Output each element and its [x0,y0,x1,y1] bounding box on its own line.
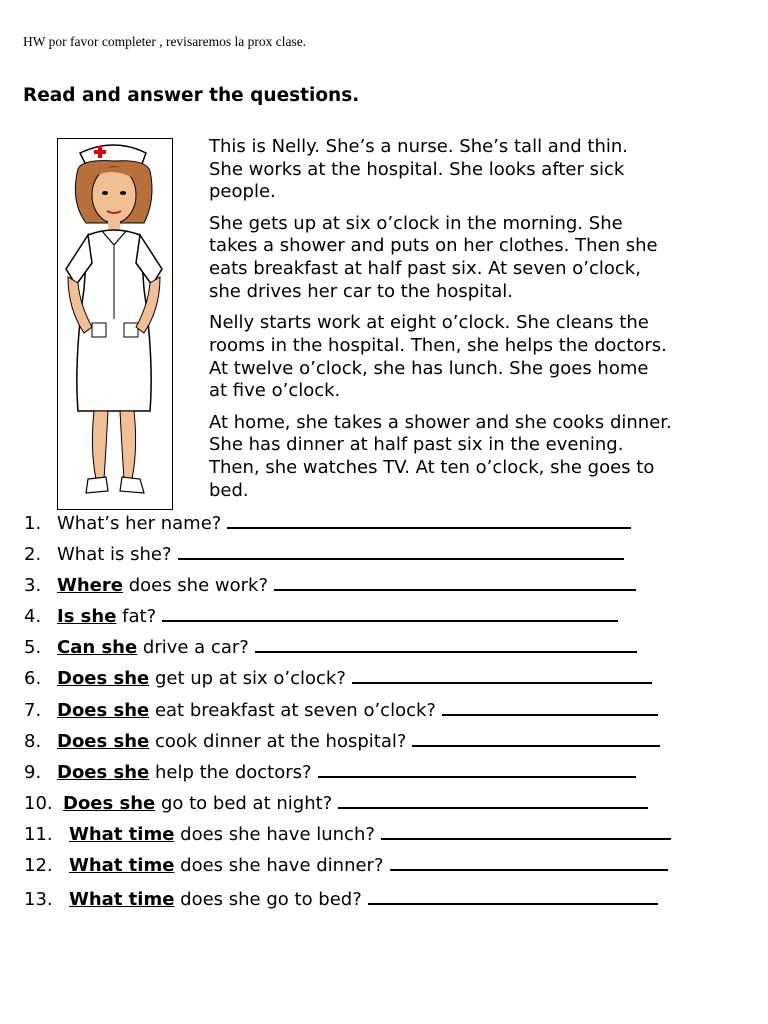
question-keyword: Is she [57,606,117,627]
reading-line: rooms in the hospital. Then, she helps the doctors. [209,334,667,356]
question-9 [24,760,636,784]
reading-line: At home, she takes a shower and she cooks dinner. [209,411,672,433]
question-number: 7. [24,700,42,721]
answer-blank[interactable] [390,853,668,871]
reading-line: Then, she watches TV. At ten o’clock, she goes to [209,456,655,478]
question-keyword: Can she [57,637,138,658]
question-number: 5. [24,637,42,658]
question-text: What’s her name? [57,513,222,534]
answer-blank[interactable] [274,573,636,591]
answer-blank[interactable] [368,887,658,905]
question-text: help the doctors? [149,762,312,783]
answer-blank[interactable] [381,822,671,840]
question-10 [24,791,648,815]
question-11 [24,822,671,846]
question-number: 2. [24,544,42,565]
answer-blank[interactable] [352,666,652,684]
nurse-illustration-frame [57,138,173,510]
answer-blank[interactable] [318,760,636,778]
reading-line: at five o’clock. [209,380,341,402]
question-text: go to bed at night? [155,793,333,814]
question-keyword: What time [69,889,175,910]
question-keyword: What time [69,855,175,876]
question-text: does she work? [122,575,268,596]
question-text: fat? [116,606,157,627]
reading-line: people. [209,181,276,203]
question-keyword: Where [57,575,123,596]
reading-paragraph [209,412,754,503]
question-8 [24,729,660,753]
question-7 [24,698,658,722]
reading-line: she drives her car to the hospital. [209,280,513,302]
question-text: does she go to bed? [174,889,362,910]
question-number: 3. [24,575,42,596]
reading-line: She works at the hospital. She looks after sick [209,158,625,180]
reading-passage [209,136,754,511]
reading-line: Nelly starts work at eight o’clock. She cleans the [209,312,649,334]
reading-line: eats breakfast at half past six. At seven o’clock, [209,258,641,280]
reading-line: She gets up at six o’clock in the morning. She [209,212,623,234]
answer-blank[interactable] [227,511,631,529]
reading-line: This is Nelly. She’s a nurse. She’s tall and thin. [209,136,628,157]
question-number: 4. [24,606,42,627]
answer-blank[interactable] [338,791,648,809]
question-number: 6. [24,668,42,689]
question-text: What is she? [57,544,172,565]
question-number: 13. [24,889,53,910]
answer-blank[interactable] [442,698,658,716]
answer-blank[interactable] [412,729,660,747]
reading-line: At twelve o’clock, she has lunch. She goes home [209,357,649,379]
nurse-illustration-icon [58,139,172,509]
question-number: 11. [24,824,53,845]
question-keyword: Does she [57,731,150,752]
question-1 [24,511,631,535]
question-text: drive a car? [137,637,249,658]
reading-line: She has dinner at half past six in the evening. [209,434,624,456]
question-keyword: Does she [63,793,156,814]
question-keyword: Does she [57,668,150,689]
answer-blank[interactable] [162,604,618,622]
reading-line: takes a shower and puts on her clothes. Then she [209,235,658,257]
question-2 [24,542,624,566]
question-keyword: What time [69,824,175,845]
question-3 [24,573,636,597]
question-number: 12. [24,855,53,876]
question-5 [24,635,637,659]
question-4 [24,604,618,628]
reading-line: bed. [209,479,249,501]
reading-paragraph [209,136,754,204]
question-number: 10. [24,793,53,814]
answer-blank[interactable] [178,542,624,560]
question-13 [24,887,658,911]
question-text: get up at six o’clock? [149,668,346,689]
question-keyword: Does she [57,762,150,783]
question-text: does she have lunch? [174,824,375,845]
reading-paragraph [209,312,754,403]
question-keyword: Does she [57,700,150,721]
question-6 [24,666,652,690]
homework-note: HW por favor completer , revisaremos la prox clase. [23,34,307,49]
question-number: 9. [24,762,42,783]
question-text: cook dinner at the hospital? [149,731,407,752]
answer-blank[interactable] [255,635,637,653]
reading-paragraph [209,213,754,304]
question-text: eat breakfast at seven o’clock? [149,700,436,721]
question-12 [24,853,668,877]
question-number: 1. [24,513,42,534]
question-number: 8. [24,731,42,752]
worksheet-title: Read and answer the questions. [23,85,360,106]
question-text: does she have dinner? [174,855,384,876]
